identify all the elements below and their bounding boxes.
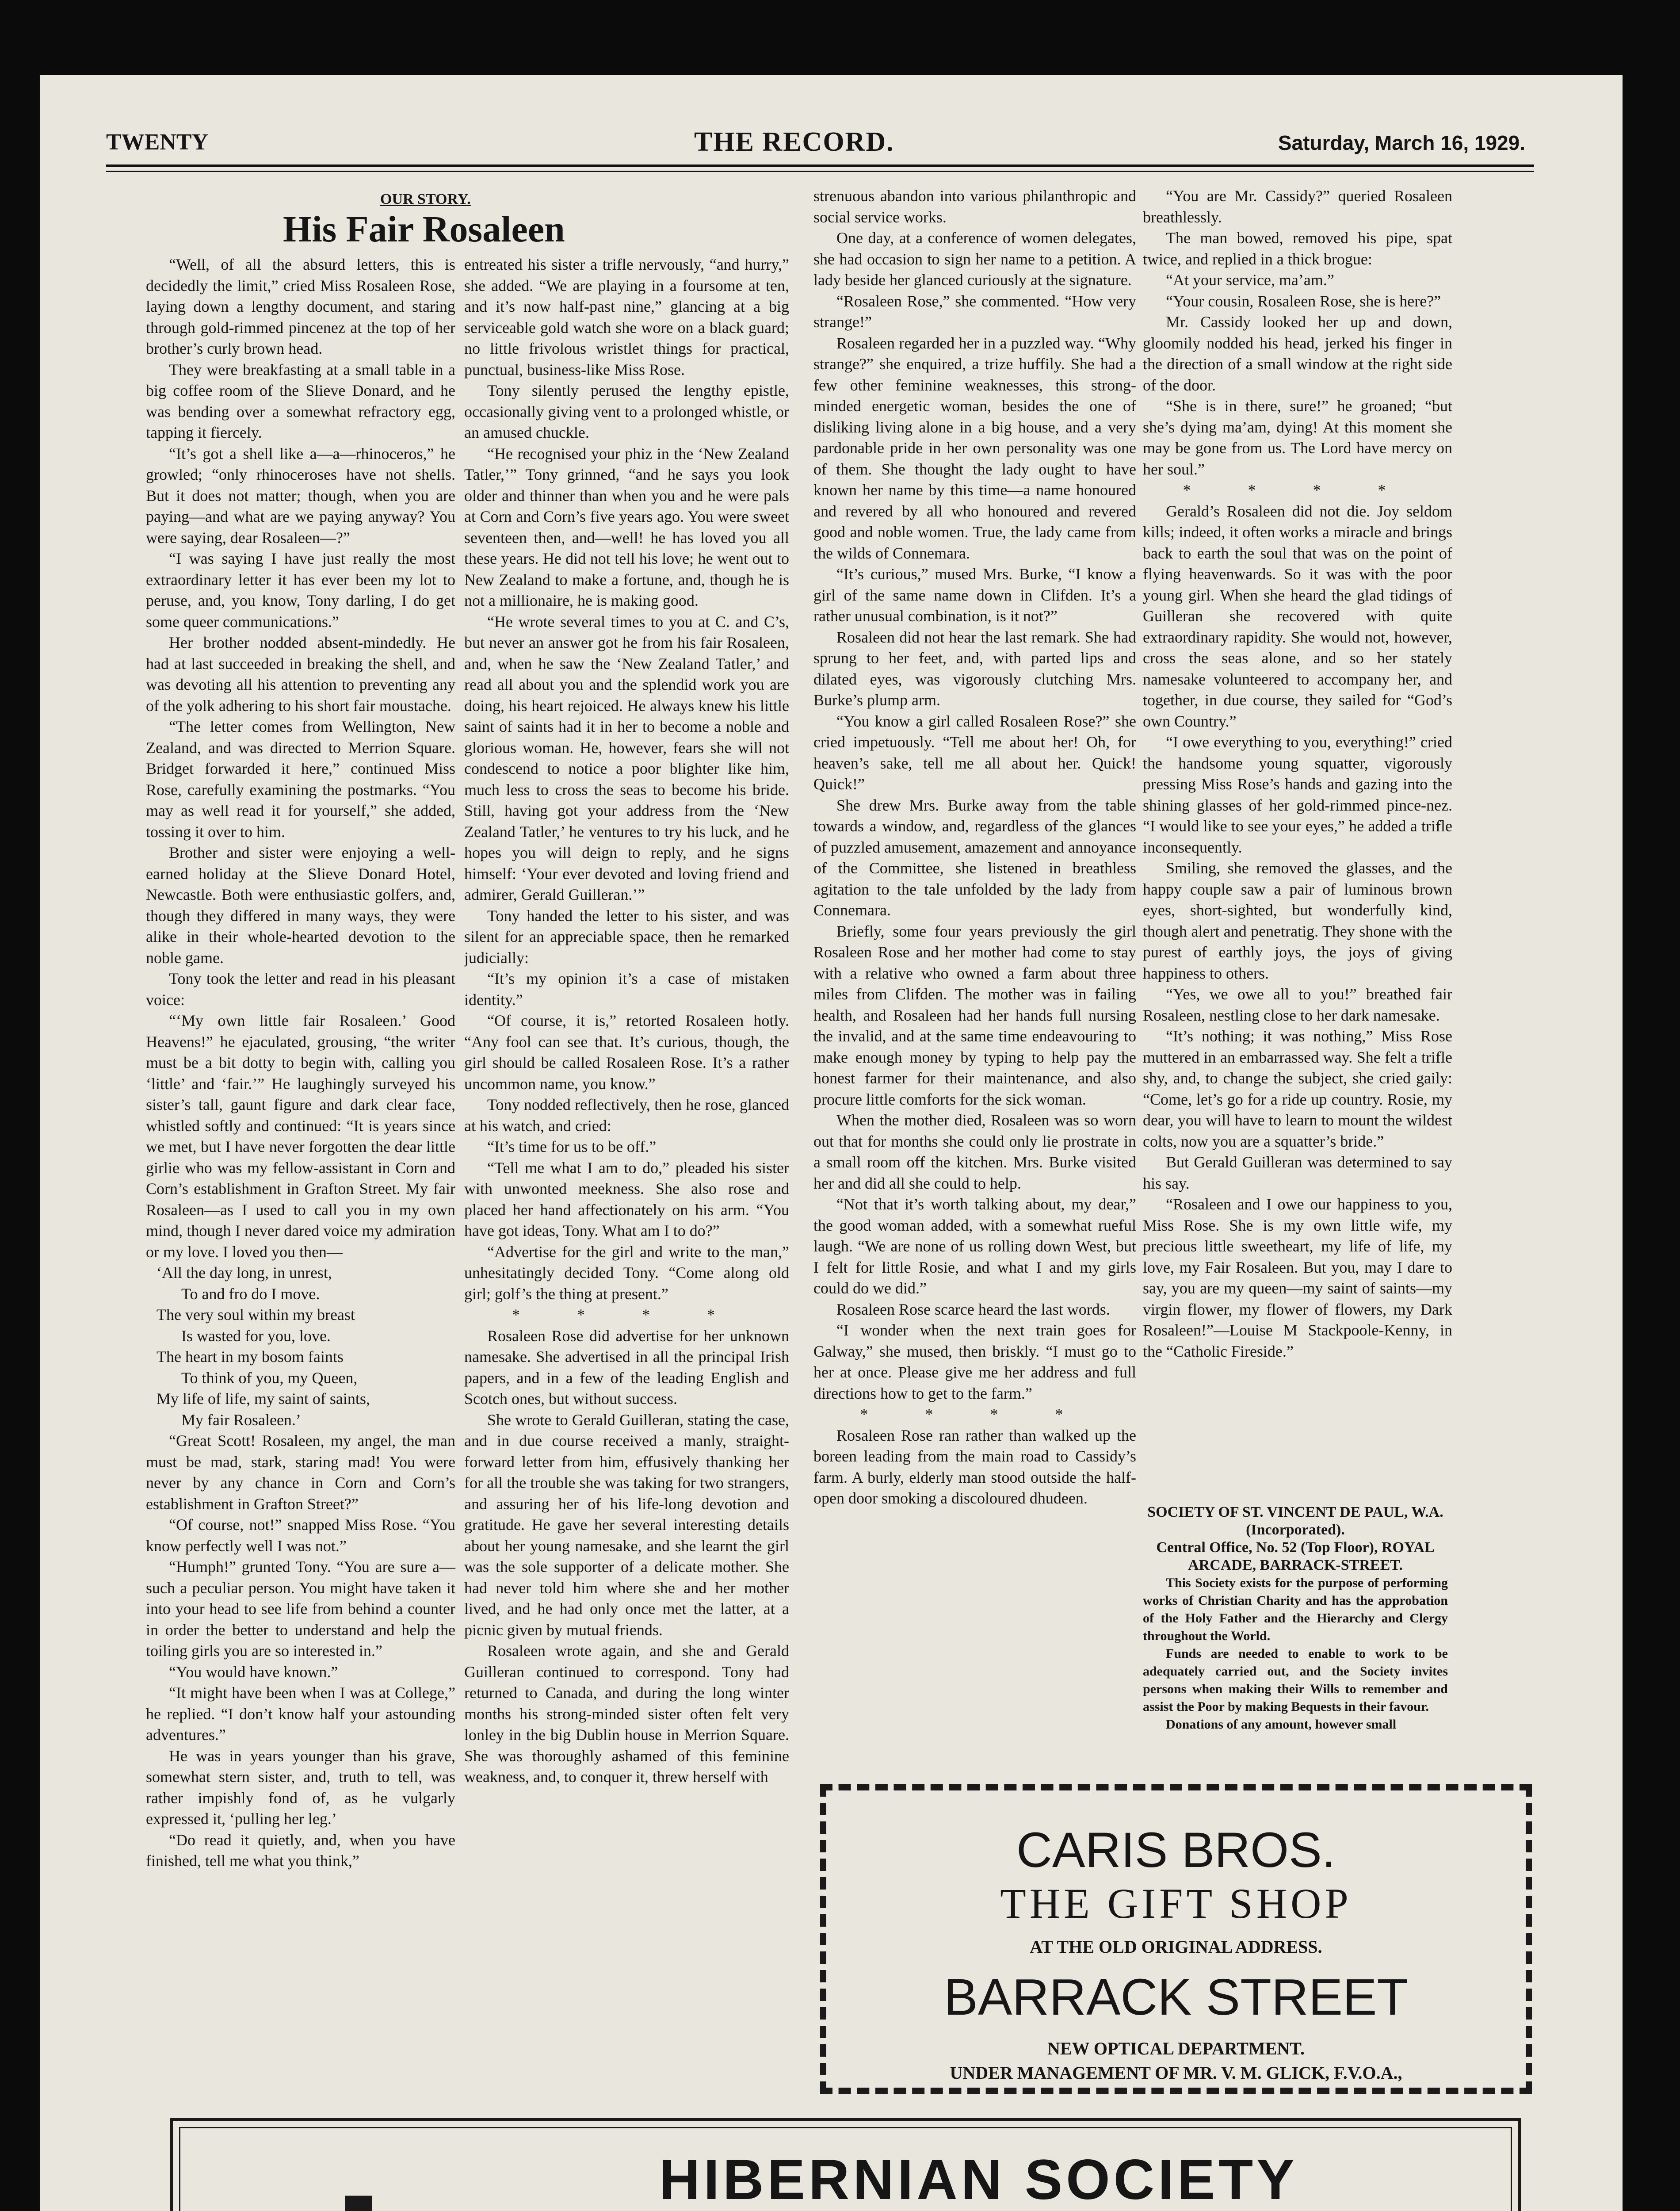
- caris-shop: THE GIFT SHOP: [1000, 1880, 1352, 1927]
- story-paragraph: “He recognised your phiz in the ‘New Zealand Tatler,’” Tony grinned, “and he says you look older and thinner than when you and he were pals at Corn and Corn’s five years ago. You were sweet seventeen then, and—well! he has loved you all these years. He did not tell his love; he went out to New Zealand to make a fortune, and, though he is not a millionaire, he is making good.: [464, 444, 789, 609]
- story-paragraph: “Of course, not!” snapped Miss Rose. “You know perfectly well I was not.”: [146, 1516, 455, 1555]
- masthead-rule-top: [106, 164, 1534, 167]
- poem-line: To think of you, my Queen,: [181, 1369, 358, 1387]
- poem-line: My life of life, my saint of saints,: [157, 1390, 370, 1408]
- story-paragraph: “Rosaleen Rose,” she commented. “How very strange!”: [813, 292, 1136, 331]
- svdp-title: SOCIETY OF ST. VINCENT DE PAUL, W.A. (Incorporated).: [1147, 1504, 1443, 1538]
- section-break: * * * *: [860, 1405, 1090, 1423]
- story-column-1: [146, 254, 455, 1872]
- story-paragraph: “I wonder when the next train goes for Galway,” she mused, then briskly. “I must go to her at once. Please give me her address and full directions how to get to the farm.”: [813, 1321, 1136, 1402]
- story-paragraph: When the mother died, Rosaleen was so worn out that for months she could only lie prostrate in a small room off the kitchen. Mrs. Burke visited her and did all she could to help.: [813, 1111, 1136, 1192]
- caris-name: CARIS BROS.: [1016, 1822, 1336, 1878]
- story-paragraph: “Not that it’s worth talking about, my dear,” the good woman added, with a somewhat rueful laugh. “We are none of us rolling down West, but I felt for little Rosie, and what I and my girls could do we did.”: [813, 1195, 1136, 1297]
- story-column-2: [464, 254, 789, 1788]
- story-paragraph: “It’s got a shell like a—a—rhinoceros,” he growled; “only rhinoceroses have not shells. But it does not matter; though, when you are paying—and what are we paying anyway? You were saying, dear Rosaleen—?”: [146, 444, 455, 547]
- story-paragraph: They were breakfasting at a small table in a big coffee room of the Slieve Donard, and he was bending over a somewhat refractory egg, tapping it fiercely.: [146, 360, 455, 441]
- story-column-3: [813, 186, 1136, 1509]
- story-paragraph: “You know a girl called Rosaleen Rose?” she cried impetuously. “Tell me about her! Oh, for heaven’s sake, tell me all about her. Quick! Quick!”: [813, 712, 1136, 793]
- story-paragraph: “Advertise for the girl and write to the man,” unhesitatingly decided Tony. “Come along old girl; golf’s the thing at present.”: [464, 1243, 789, 1303]
- story-paragraph: Rosaleen Rose did advertise for her unknown namesake. She advertised in all the principal Irish papers, and in a few of the leading English and Scotch ones, but without success.: [464, 1327, 789, 1408]
- story-paragraph: “You would have known.”: [169, 1663, 338, 1681]
- svdp-paragraph: This Society exists for the purpose of performing works of Christian Charity and has the approbation of the Holy Father and the Hierarchy and Clergy throughout the World.: [1143, 1576, 1448, 1643]
- story-paragraph: She drew Mrs. Burke away from the table towards a window, and, regardless of the glances of puzzled amusement, amazement and annoyance of the Committee, she listened in breathless agitation to the tale unfolded by the lady from Connemara.: [813, 796, 1136, 919]
- hibernian-society-ad: [170, 2118, 1521, 2211]
- caris-optical: NEW OPTICAL DEPARTMENT.: [1047, 2039, 1305, 2058]
- hibernian-title: HIBERNIAN SOCIETY: [659, 2148, 1298, 2211]
- story-paragraph: “Of course, it is,” retorted Rosaleen hotly. “Any fool can see that. It’s curious, though, the girl should be called Rosaleen Rose. It’s a rather uncommon name, you know.”: [464, 1012, 789, 1093]
- story-kicker: OUR STORY.: [380, 191, 471, 207]
- story-paragraph: “‘My own little fair Rosaleen.’ Good Heavens!” he ejaculated, grousing, “the writer must be a bit dotty to begin with, calling you ‘little’ and ‘fair.’” He laughingly surveyed his sister’s tall, gaunt figure and dark clear face, whistled softly and continued: “It is years since we met, but I have never forgotten the dear little girlie who was my fellow-assistant in Corn and Corn’s establishment in Grafton Street. My fair Rosaleen—as I used to call you in my own mind, though I never dared voice my admiration or my love. I loved you then—: [146, 1012, 455, 1261]
- story-paragraph: “He wrote several times to you at C. and C’s, but never an answer got he from his fair Rosaleen, and, when he saw the ‘New Zealand Tatler,’ and read all about you and the splendid work you are doing, his heart rejoiced. He always knew his little saint of saints had it in her to become a noble and glorious woman. He, however, fears she will not condescend to notice a poor blighter like him, much less to cross the seas to become his bride. Still, having got your address from the ‘New Zealand Tatler,’ he ventures to try his luck, and he hopes you will deign to reply, and he signs himself: ‘Your ever devoted and loving friend and admirer, Gerald Guilleran.’”: [464, 612, 789, 903]
- story-paragraph: “It’s time for us to be off.”: [487, 1138, 657, 1155]
- story-paragraph: “Rosaleen and I owe our happiness to you, Miss Rose. She is my own little wife, my precious little sweetheart, my life of life, my love, my Fair Rosaleen. But you, may I dare to say, you are my queen—my saint of saints—my virgin flower, my flower of flowers, my Dark Rosaleen!”—Louise M Stackpoole-Kenny, in the “Catholic Fireside.”: [1143, 1195, 1452, 1360]
- issue-date: Saturday, March 16, 1929.: [1278, 131, 1525, 154]
- story-paragraph: “It’s curious,” mused Mrs. Burke, “I know a girl of the same name down in Clifden. It’s a rather unusual combination, is it not?”: [813, 565, 1136, 625]
- poem-line: ‘All the day long, in unrest,: [157, 1264, 332, 1281]
- story-paragraph: Her brother nodded absent-mindedly. He had at last succeeded in breaking the shell, and was devoting all his attention to preventing any of the yolk adhering to his short fair moustache.: [146, 634, 455, 715]
- story-paragraph: Brother and sister were enjoying a well-earned holiday at the Slieve Donard Hotel, Newcastle. Both were enthusiastic golfers, and, though they differed in many ways, they were alike in their whole-hearted devotion to the noble game.: [146, 844, 455, 967]
- paper-name: THE RECORD.: [694, 127, 894, 157]
- story-paragraph: Rosaleen regarded her in a puzzled way. “Why strange?” she enquired, a trize huffily. She had a few other feminine weaknesses, this strong-minded energetic woman, besides the one of disliking living alone in a big house, and a very pardonable pride in her own personality was one of them. She thought the lady ought to have known her name by this time—a name honoured and revered by all who honoured and revered good and noble women. True, the lady came from the wilds of Connemara.: [813, 334, 1136, 562]
- masthead: [106, 129, 1565, 156]
- caris-street: BARRACK STREET: [943, 1968, 1409, 2026]
- story-paragraph: “Tell me what I am to do,” pleaded his sister with unwonted meekness. She also rose and placed her hand affectionately on his arm. “You have got ideas, Tony. What am I to do?”: [464, 1159, 789, 1239]
- story-paragraph: “Do read it quietly, and, when you have finished, tell me what you think,”: [146, 1831, 455, 1870]
- story-paragraph: “Great Scott! Rosaleen, my angel, the man must be mad, stark, staring mad! You were never by any chance in Corn and Corn’s establishment in Grafton Street?”: [146, 1432, 455, 1513]
- section-break: * * * *: [512, 1306, 741, 1324]
- story-paragraph: Rosaleen did not hear the last remark. She had sprung to her feet, and, with parted lips and dilated eyes, was vigorously clutching Mrs. Burke’s plump arm.: [813, 628, 1136, 709]
- story-paragraph: Rosaleen Rose scarce heard the last words.: [836, 1300, 1110, 1318]
- story-paragraph: Rosaleen wrote again, and she and Gerald Guilleran continued to correspond. Tony had returned to Canada, and during the long winter months his strong-minded sister often felt very lonley in the big Dublin house in Merrion Square. She was thoroughly ashamed of this feminine weakness, and, to conquer it, threw herself with: [464, 1642, 789, 1786]
- story-paragraph: Briefly, some four years previously the girl Rosaleen Rose and her mother had come to stay with a relative who owned a farm about three miles from Clifden. The mother was in failing health, and Rosaleen had her hands full nursing the invalid, and at the same time endeavouring to make enough money by typing to help pay the honest farmer for their maintenance, and also procure little comforts for the sick woman.: [813, 922, 1136, 1108]
- story-column-4: [1143, 186, 1452, 1362]
- page-number: TWENTY: [106, 130, 209, 155]
- story-paragraph: Tony took the letter and read in his pleasant voice:: [146, 970, 455, 1009]
- story-paragraph: Tony handed the letter to his sister, and was silent for an appreciable space, then he remarked judicially:: [464, 907, 789, 967]
- masthead-rule-bottom: [106, 171, 1534, 172]
- story-paragraph: He was in years younger than his grave, somewhat stern sister, and, truth to tell, was rather impishly fond of, as he vulgarly expressed it, ‘pulling her leg.’: [146, 1747, 455, 1828]
- celtic-cross-shamrock-emblem-icon: [199, 2187, 518, 2211]
- story-paragraph: Mr. Cassidy looked her up and down, gloomily nodded his head, jerked his finger in the direction of a small window at the right side of the door.: [1143, 313, 1452, 394]
- story-paragraph: “You are Mr. Cassidy?” queried Rosaleen breathlessly.: [1143, 187, 1452, 226]
- story-paragraph: “Humph!” grunted Tony. “You are sure a—such a peculiar person. You might have taken it into your head to see life from behind a counter in order the better to understand and help the toiling girls you are so interested in.”: [146, 1558, 455, 1660]
- story-paragraph: Tony silently perused the lengthy epistle, occasionally giving vent to a prolonged whistle, or an amused chuckle.: [464, 382, 789, 441]
- story-paragraph: Tony nodded reflectively, then he rose, glanced at his watch, and cried:: [464, 1096, 789, 1135]
- svdp-paragraph: Funds are needed to enable to work to be adequately carried out, and the Society invites persons when making their Wills to remember and assist the Poor by making Bequests in their favour.: [1143, 1646, 1448, 1714]
- caris-manager: UNDER MANAGEMENT OF MR. V. M. GLICK, F.V.O.A.,: [950, 2063, 1402, 2083]
- poem-line: The very soul within my breast: [157, 1306, 355, 1324]
- story-paragraph: She wrote to Gerald Guilleran, stating the case, and in due course received a manly, straight-forward letter from him, effusively thanking her for all the trouble she was taking for two strangers, and assuring her of his life-long devotion and gratitude. He gave her several interesting details about her young namesake, and she learnt the girl was the sole supporter of a delicate mother. She had never told him where she and her mother lived, and he had only once met the latter, at a picnic given by mutual friends.: [464, 1411, 789, 1639]
- story-paragraph: “I owe everything to you, everything!” cried the handsome young squatter, vigorously pressing Miss Rose’s hands and gazing into the shining glasses of her gold-rimmed pince-nez. “I would like to see your eyes,” he added a trifle inconsequently.: [1143, 733, 1452, 856]
- story-title: His Fair Rosaleen: [283, 209, 565, 250]
- story-paragraph: Smiling, she removed the glasses, and the happy couple saw a pair of luminous brown eyes, short-sighted, but wonderfully kind, though alert and penetratig. They shone with the purest of earthly joys, the joys of giving happiness to others.: [1143, 859, 1452, 982]
- story-paragraph: Gerald’s Rosaleen did not die. Joy seldom kills; indeed, it often works a miracle and brings back to earth the soul that was on the point of flying heavenwards. So it was with the poor young girl. When she heard the glad tidings of Guilleran she recovered with quite extraordinary rapidity. She would not, however, cross the seas alone, and so her stately namesake volunteered to accompany her, and together, in due course, they sailed for “God’s own Country.”: [1143, 502, 1452, 730]
- story-paragraph: “It’s my opinion it’s a case of mistaken identity.”: [464, 970, 789, 1009]
- story-paragraph: “Well, of all the absurd letters, this is decidedly the limit,” cried Miss Rosaleen Rose, laying down a lengthy document, and staring through gold-rimmed pincenez at the top of her brother’s curly brown head.: [146, 256, 455, 357]
- story-paragraph: “The letter comes from Wellington, New Zealand, and was directed to Merrion Square. Bridget forwarded it here,” continued Miss Rose, carefully examining the postmarks. “You may as well read it for yourself,” she added, tossing it over to him.: [146, 718, 455, 841]
- caris-bros-ad: [820, 1784, 1532, 2094]
- story-paragraph: One day, at a conference of women delegates, she had occasion to sign her name to a petition. A lady beside her glanced curiously at the signature.: [813, 229, 1136, 289]
- story-paragraph: The man bowed, removed his pipe, spat twice, and replied in a thick brogue:: [1143, 229, 1452, 268]
- story-paragraph: “I was saying I have just really the most extraordinary letter it has ever been my lot to peruse, and, you know, Tony darling, I do get some queer communications.”: [146, 550, 455, 631]
- caris-address-line: AT THE OLD ORIGINAL ADDRESS.: [1030, 1937, 1322, 1957]
- story-paragraph: entreated his sister a trifle nervously, “and hurry,” she added. “We are playing in a foursome at ten, and it’s now half-past nine,” glancing at a big serviceable gold watch she wore on a black guard; no little frivolous wristlet things for practical, punctual, business-like Miss Rose.: [464, 256, 789, 379]
- story-paragraph: But Gerald Guilleran was determined to say his say.: [1143, 1153, 1452, 1192]
- svdp-notice: [1143, 1503, 1448, 1733]
- poem-line: The heart in my bosom faints: [157, 1348, 344, 1366]
- story-paragraph: “It’s nothing; it was nothing,” Miss Rose muttered in an embarrassed way. She felt a trifle shy, and, to change the subject, she cried gaily: “Come, let’s go for a ride up country. Rosie, my dear, you will have to learn to mount the wildest colts, now you are a squatter’s bride.”: [1143, 1027, 1452, 1150]
- section-break: * * * *: [1183, 481, 1413, 499]
- story-paragraph: “At your service, ma’am.”: [1166, 271, 1334, 289]
- poem-line: Is wasted for you, love.: [181, 1327, 331, 1345]
- svdp-office: Central Office, No. 52 (Top Floor), ROYAL ARCADE, BARRACK-STREET.: [1156, 1539, 1435, 1573]
- poem-line: To and fro do I move.: [181, 1285, 320, 1303]
- story-paragraph: “She is in there, sure!” he groaned; “but she’s dying ma’am, dying! At this moment she may be gone from us. The Lord have mercy on her soul.”: [1143, 397, 1452, 478]
- story-paragraph: “It might have been when I was at College,” he replied. “I don’t know half your astounding adventures.”: [146, 1684, 455, 1744]
- story-paragraph: Rosaleen Rose ran rather than walked up the boreen leading from the main road to Cassidy’s farm. A burly, elderly man stood outside the half-open door smoking a discoloured dhudeen.: [813, 1426, 1136, 1507]
- story-paragraph: strenuous abandon into various philanthropic and social service works.: [813, 187, 1136, 226]
- story-paragraph: “Your cousin, Rosaleen Rose, she is here?”: [1166, 292, 1441, 310]
- svdp-paragraph: Donations of any amount, however small: [1166, 1717, 1397, 1732]
- poem-line: My fair Rosaleen.’: [181, 1411, 301, 1429]
- story-paragraph: “Yes, we owe all to you!” breathed fair Rosaleen, nestling close to her dark namesake.: [1143, 985, 1452, 1024]
